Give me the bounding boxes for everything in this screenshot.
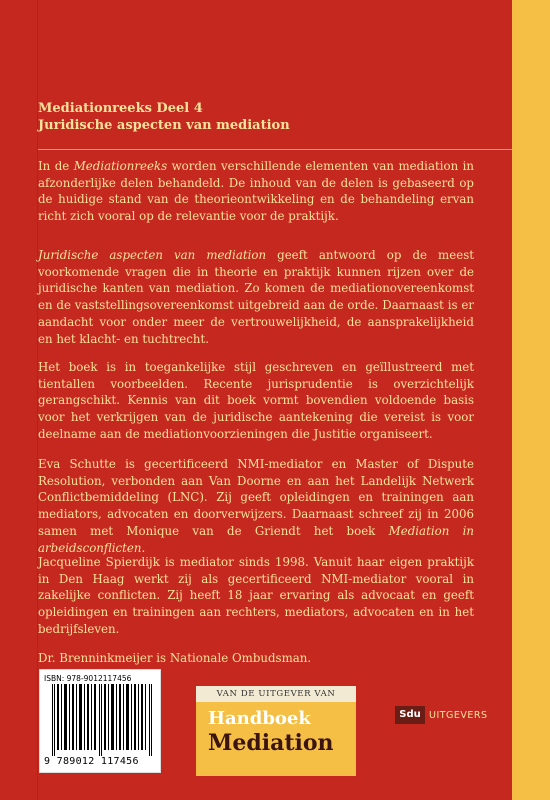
spine-yellow-strip bbox=[512, 0, 550, 800]
paragraph-style bbox=[38, 359, 474, 443]
promo-handboek-mediation bbox=[196, 686, 356, 776]
schutte-pre: Eva Schutte is gecertificeerd NMI-mediator en Master of Dispute Resolution, verbonden aan Van Doorne en aan het Landelijk Netwerk Conflictbemiddeling (LNC). Zij geeft opleidingen en trainingen aan mediators, advocaten en doorverwijzers. Daarnaast schreef zij in 2006 samen met Monique van de Griendt het boek bbox=[38, 457, 474, 538]
intro-post: worden verschillende elementen van mediation in afzonderlijke delen behandeld. De inhoud van de delen is gebaseerd op de huidige stand van de theorieontwikkeling en de behandeling ervan richt zich vooral op de relevantie voor de praktijk. bbox=[38, 159, 475, 224]
series-title-line2: Juridische aspecten van mediation bbox=[38, 118, 290, 133]
intro-italic: Mediationreeks bbox=[73, 159, 168, 173]
publisher bbox=[395, 706, 488, 724]
paragraph-brenninkmeijer bbox=[38, 650, 474, 667]
style-text: Het boek is in toegankelijke stijl geschreven en geïllustreerd met tientallen voorbeelden. Recente jurisprudentie is overzichtelijk gerangschikt. Kennis van dit boek vormt bovendien voldoende basis voor het verkrijgen van de juridische aantekening die vereist is voor deelname aan de mediationvoorzieningen die Justitie organiseert. bbox=[38, 360, 474, 441]
promo-top-label: VAN DE UITGEVER VAN bbox=[196, 686, 356, 702]
paragraph-intro bbox=[38, 158, 474, 225]
series-title-line1: Mediationreeks Deel 4 bbox=[38, 101, 203, 116]
description-post: geeft antwoord op de meest voorkomende vragen die in theorie en praktijk kunnen rijzen over de juridische kanten van mediation. Zo komen de mediationovereenkomst en de vaststellingsovereenkomst uitgebreid aan de orde. Daarnaast is er aandacht voor onder meer de vertrouwelijkheid, de aansprakelijkheid en het klacht- en tuchtrecht. bbox=[38, 248, 474, 346]
intro-pre: In de bbox=[38, 159, 74, 173]
schutte-post: . bbox=[141, 540, 146, 555]
barcode-bars bbox=[52, 684, 152, 756]
paragraph-description bbox=[38, 247, 474, 347]
promo-line1: Handboek bbox=[208, 708, 311, 729]
series-title bbox=[38, 100, 290, 134]
sdu-logo: Sdu bbox=[395, 706, 425, 724]
spierdijk-text: Jacqueline Spierdijk is mediator sinds 1998. Vanuit haar eigen praktijk in Den Haag werkt zij als gecertificeerd NMI-mediator vooral in zakelijke conflicten. Zij heeft 18 jaar ervaring als advocaat en geeft opleidingen en trainingen aan rechters, mediators, advocaten en in het bedrijfsleven. bbox=[38, 555, 474, 636]
description-italic: Juridische aspecten van mediation bbox=[38, 248, 267, 262]
paragraph-author-schutte bbox=[38, 456, 474, 556]
brenninkmeijer-text: Dr. Brenninkmeijer is Nationale Ombudsman. bbox=[38, 651, 312, 665]
schutte-book-italic: Mediation in arbeidsconflicten bbox=[38, 523, 474, 555]
barcode-digits: 9 789012 117456 bbox=[44, 756, 139, 767]
paragraph-author-spierdijk bbox=[38, 554, 474, 638]
isbn-label: ISBN: 978-9012117456 bbox=[44, 674, 132, 683]
publisher-name: UITGEVERS bbox=[429, 709, 488, 721]
barcode bbox=[39, 669, 161, 773]
promo-line2: Mediation bbox=[208, 730, 334, 756]
header-divider bbox=[38, 149, 512, 150]
